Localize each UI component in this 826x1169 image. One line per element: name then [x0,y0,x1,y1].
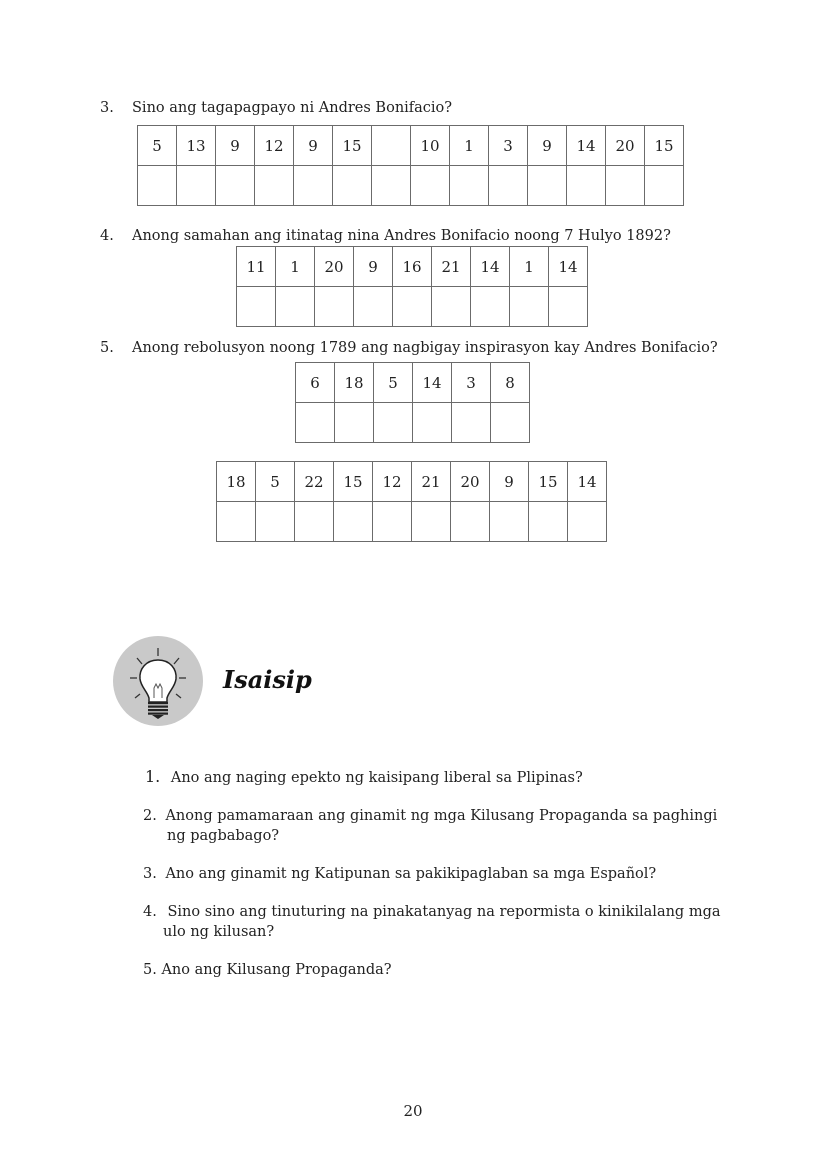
code-table-q3 [137,125,684,206]
code-cell: 5 [374,363,413,403]
item-text-continued: ulo ng kilusan? [163,924,275,940]
answer-cell[interactable] [177,166,216,206]
question-number: 5. [100,340,114,356]
answer-cell[interactable] [294,166,333,206]
answer-cell[interactable] [529,502,568,542]
answer-cell[interactable] [413,403,452,443]
code-table-q4 [236,246,588,327]
question-text: Sino ang tagapagpayo ni Andres Bonifacio? [132,100,453,116]
answer-cell[interactable] [432,287,471,327]
answer-cell[interactable] [296,403,335,443]
code-cell: 8 [491,363,530,403]
code-cell: 14 [567,126,606,166]
code-cell: 3 [489,126,528,166]
code-cell: 20 [606,126,645,166]
code-cell: 20 [451,462,490,502]
answer-cell[interactable] [276,287,315,327]
code-cell: 1 [276,247,315,287]
item-text: Sino sino ang tinuturing na pinakatanyag na repormista o kinikilalang mga [167,904,721,920]
code-cell: 18 [217,462,256,502]
isaisip-item-5 [143,960,392,980]
answer-cell[interactable] [138,166,177,206]
question-text: Anong rebolusyon noong 1789 ang nagbigay inspirasyon kay Andres Bonifacio? [132,340,718,356]
answer-row [237,287,588,327]
item-number: 5. [143,962,157,978]
code-cell: 21 [432,247,471,287]
code-cell: 14 [471,247,510,287]
code-cell-blank [372,126,411,166]
code-cell: 5 [256,462,295,502]
code-cell: 9 [528,126,567,166]
answer-cell[interactable] [412,502,451,542]
answer-cell[interactable] [606,166,645,206]
lightbulb-icon [113,636,203,726]
question-number: 3. [100,100,114,116]
item-number: 4. [143,904,157,920]
code-cell: 9 [354,247,393,287]
item-text: Ano ang ginamit ng Katipunan sa pakikipaglaban sa mga Español? [165,866,657,882]
code-cell: 22 [295,462,334,502]
code-cell: 12 [255,126,294,166]
answer-cell[interactable] [237,287,276,327]
question-text: Anong samahan ang itinatag nina Andres Bonifacio noong 7 Hulyo 1892? [132,228,671,244]
code-cell: 1 [450,126,489,166]
item-number: 3. [143,866,157,882]
answer-row [138,166,684,206]
answer-cell[interactable] [471,287,510,327]
answer-cell[interactable] [528,166,567,206]
isaisip-item-1 [145,767,583,788]
answer-cell[interactable] [374,403,413,443]
isaisip-item-2 [143,806,717,846]
answer-cell[interactable] [451,502,490,542]
code-cell: 9 [294,126,333,166]
item-text-continued: ng pagbabago? [167,828,280,844]
code-cell: 5 [138,126,177,166]
answer-cell[interactable] [567,166,606,206]
item-text: Anong pamamaraan ang ginamit ng mga Kilusang Propaganda sa paghingi [165,808,718,824]
code-row [296,363,530,403]
code-cell: 10 [411,126,450,166]
answer-cell[interactable] [255,166,294,206]
answer-cell[interactable] [315,287,354,327]
code-cell: 14 [413,363,452,403]
isaisip-item-3 [143,864,656,884]
answer-cell[interactable] [217,502,256,542]
page-number: 20 [403,1102,423,1120]
code-cell: 21 [412,462,451,502]
code-cell: 3 [452,363,491,403]
code-cell: 16 [393,247,432,287]
answer-cell[interactable] [295,502,334,542]
answer-cell[interactable] [256,502,295,542]
answer-cell[interactable] [549,287,588,327]
section-icon-circle [113,636,203,726]
section-title: Isaisip [223,665,312,694]
answer-cell[interactable] [373,502,412,542]
answer-cell[interactable] [489,166,528,206]
code-row [138,126,684,166]
answer-cell[interactable] [335,403,374,443]
answer-cell[interactable] [354,287,393,327]
code-cell: 1 [510,247,549,287]
code-cell: 15 [333,126,372,166]
code-cell: 11 [237,247,276,287]
code-table-q5-word1 [295,362,530,443]
answer-cell[interactable] [645,166,684,206]
item-number: 2. [143,808,157,824]
answer-cell[interactable] [452,403,491,443]
answer-row [217,502,607,542]
code-cell: 15 [645,126,684,166]
code-table-q5-word2 [216,461,607,542]
answer-row [296,403,530,443]
code-cell: 13 [177,126,216,166]
code-cell: 14 [568,462,607,502]
answer-cell[interactable] [568,502,607,542]
answer-cell[interactable] [491,403,530,443]
code-row [237,247,588,287]
code-cell: 12 [373,462,412,502]
item-text: Ano ang naging epekto ng kaisipang liberal sa Plipinas? [170,770,583,786]
answer-cell[interactable] [450,166,489,206]
answer-cell[interactable] [334,502,373,542]
code-cell: 20 [315,247,354,287]
code-cell: 18 [335,363,374,403]
answer-cell[interactable] [490,502,529,542]
code-cell: 15 [334,462,373,502]
code-cell: 15 [529,462,568,502]
answer-cell[interactable] [333,166,372,206]
answer-cell[interactable] [372,166,411,206]
code-cell: 14 [549,247,588,287]
answer-cell[interactable] [510,287,549,327]
item-text: Ano ang Kilusang Propaganda? [161,962,392,978]
code-row [217,462,607,502]
answer-cell[interactable] [393,287,432,327]
code-cell: 9 [216,126,255,166]
question-number: 4. [100,228,114,244]
item-number: 1. [145,767,161,786]
answer-cell[interactable] [216,166,255,206]
code-cell: 6 [296,363,335,403]
answer-cell[interactable] [411,166,450,206]
code-cell: 9 [490,462,529,502]
isaisip-item-4 [143,902,721,942]
